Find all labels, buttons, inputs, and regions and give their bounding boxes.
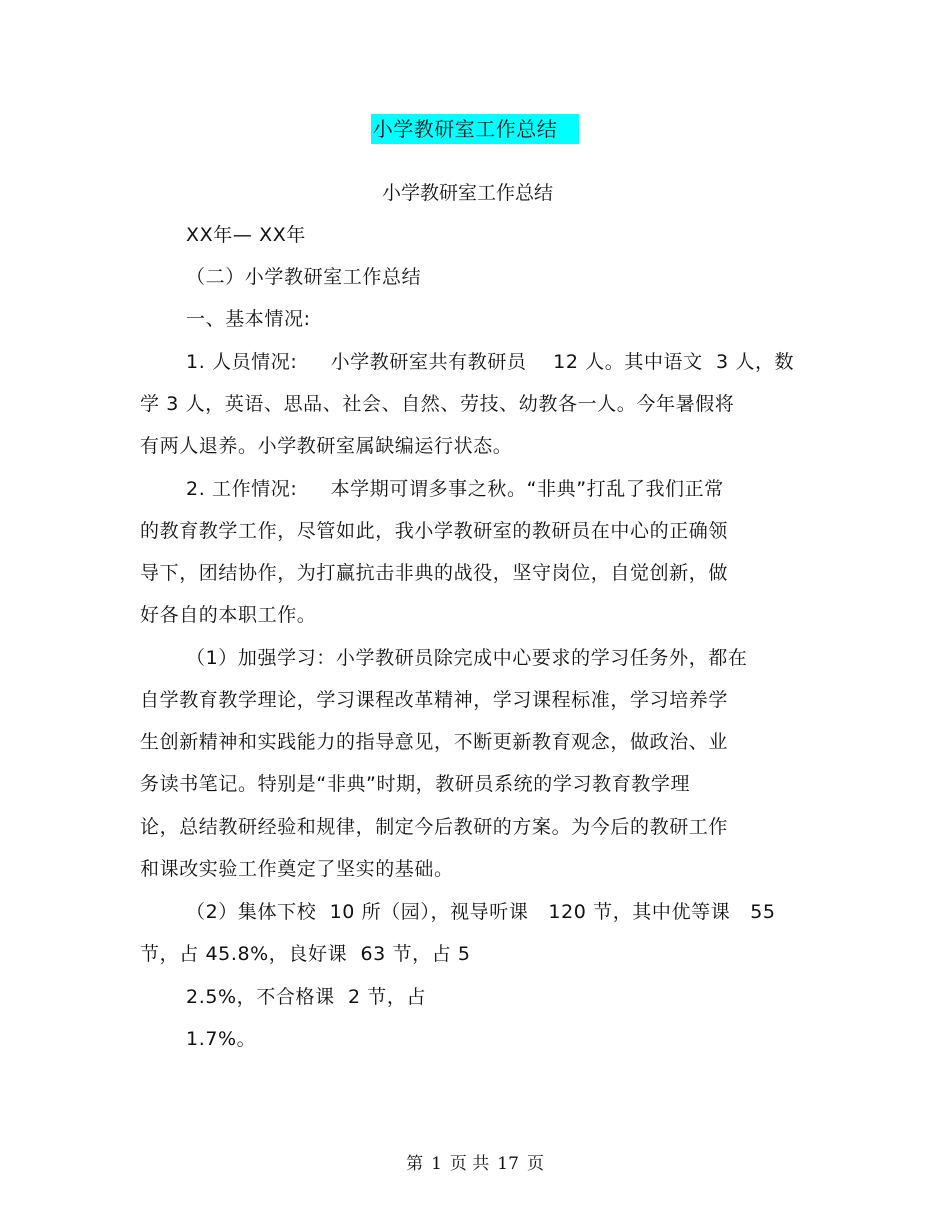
- page-footer: [0, 1152, 950, 1176]
- document-subtitle: 小学教研室工作总结: [381, 182, 553, 204]
- text-line: 2. 工作情况: 本学期可谓多事之秋。“非典”打乱了我们正常: [186, 478, 724, 500]
- text-line: 1.7%。: [186, 1028, 257, 1050]
- page-total: 17: [497, 1154, 519, 1174]
- text-line: 学 3 人，英语、思品、社会、自然、劳技、幼教各一人。今年暑假将: [140, 393, 735, 415]
- footer-suffix: 页: [526, 1154, 544, 1174]
- text-line: 节，占 45.8%，良好课 63 节，占 5: [140, 943, 471, 965]
- text-line: 导下，团结协作，为打赢抗击非典的战役，坚守岗位，自觉创新，做: [140, 562, 729, 584]
- text-line: （二）小学教研室工作总结: [186, 266, 422, 288]
- title-container: [0, 114, 950, 144]
- text-line: 有两人退养。小学教研室属缺编运行状态。: [140, 435, 513, 457]
- text-line: 生创新精神和实践能力的指导意见，不断更新教育观念，做政治、业: [140, 731, 729, 753]
- text-line: XX年— XX年: [186, 224, 306, 246]
- text-line: 一、基本情况:: [186, 308, 311, 330]
- document-title: 小学教研室工作总结: [371, 114, 580, 144]
- text-line: 自学教育教学理论，学习课程改革精神，学习课程标准，学习培养学: [140, 689, 729, 711]
- text-line: 的教育教学工作，尽管如此，我小学教研室的教研员在中心的正确领: [140, 520, 729, 542]
- text-line: （1）加强学习：小学教研员除完成中心要求的学习任务外，都在: [186, 647, 748, 669]
- page-number: 1: [431, 1154, 442, 1174]
- text-line: 2.5%，不合格课 2 节，占: [186, 986, 427, 1008]
- text-line: 好各自的本职工作。: [140, 604, 317, 626]
- text-line: 和课改实验工作奠定了坚实的基础。: [140, 858, 454, 880]
- text-line: 务读书笔记。特别是“非典”时期，教研员系统的学习教育教学理: [140, 773, 691, 795]
- text-line: 1. 人员情况: 小学教研室共有教研员 12 人。其中语文 3 人，数: [186, 351, 795, 373]
- text-line: （2）集体下校 10 所（园），视导听课 120 节，其中优等课 55: [186, 901, 776, 923]
- footer-prefix: 第: [406, 1154, 424, 1174]
- footer-mid: 页 共: [449, 1154, 490, 1174]
- text-line: 论，总结教研经验和规律，制定今后教研的方案。为今后的教研工作: [140, 816, 729, 838]
